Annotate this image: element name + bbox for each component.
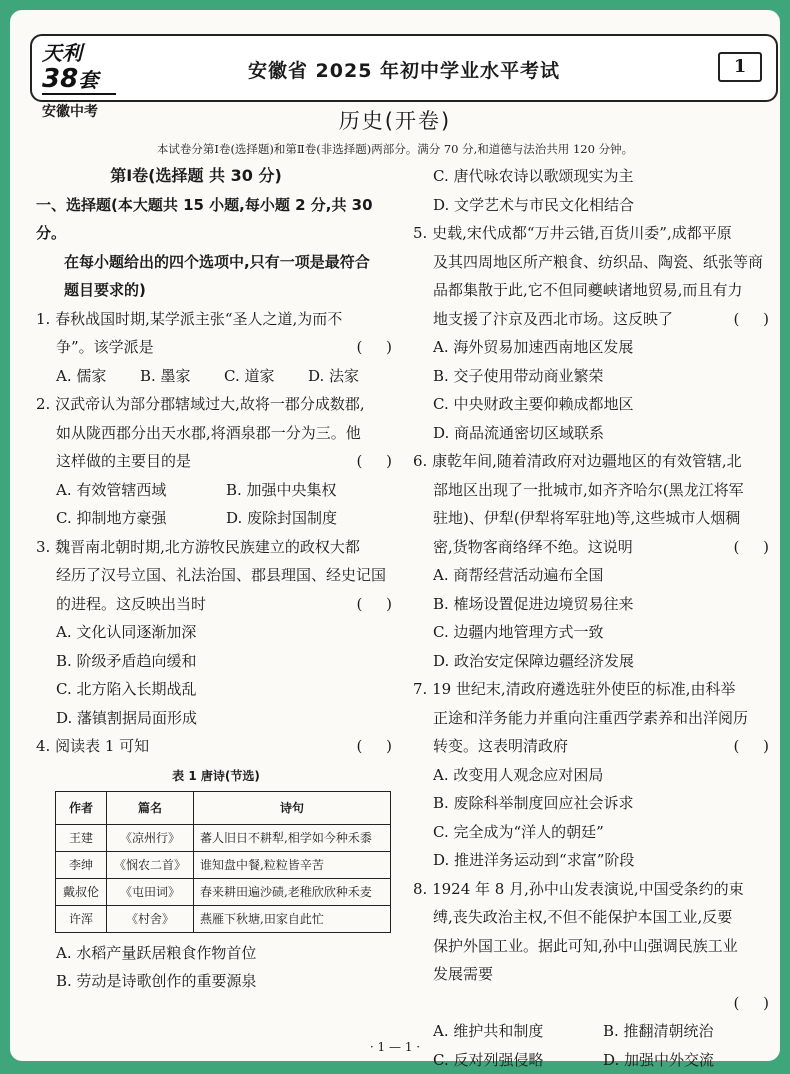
question-3	[36, 533, 396, 733]
option-b[interactable]: B. 阶级矛盾趋向缓和	[36, 647, 396, 676]
option-d[interactable]: D. 商品流通密切区域联系	[413, 419, 773, 448]
table-cell: 燕雁下秋塘,田家自此忙	[194, 905, 391, 932]
option-d[interactable]: D. 加强中外交流	[603, 1046, 773, 1074]
question-6-line2: 部地区出现了一批城市,如齐齐哈尔(黑龙江将军	[413, 476, 773, 505]
option-b[interactable]: B. 推翻清朝统治	[603, 1017, 773, 1046]
question-6-line4: 密,货物客商络绎不绝。这说明	[413, 533, 633, 562]
question-1-line2: 争”。该学派是	[36, 333, 154, 362]
table-row	[56, 851, 391, 878]
option-a[interactable]: A. 改变用人观念应对困局	[413, 761, 773, 790]
option-b[interactable]: B. 加强中央集权	[226, 476, 396, 505]
option-d[interactable]: D. 文学艺术与市民文化相结合	[413, 191, 773, 220]
option-b[interactable]: B. 墨家	[140, 362, 224, 391]
brand-logo-mark: 天利38套	[42, 40, 116, 95]
option-b[interactable]: B. 榷场设置促进边境贸易往来	[413, 590, 773, 619]
table-cell: 春来耕田遍沙碛,老稚欣欣种禾麦	[194, 878, 391, 905]
answer-paren[interactable]: ( )	[733, 989, 773, 1018]
option-d[interactable]: D. 藩镇割据局面形成	[36, 704, 396, 733]
table-row	[56, 878, 391, 905]
right-column	[413, 162, 773, 1074]
page-footer: · 1 — 1 ·	[0, 1040, 790, 1054]
poem-table	[55, 791, 391, 933]
question-2	[36, 390, 396, 533]
answer-paren[interactable]: ( )	[733, 533, 773, 562]
option-c[interactable]: C. 北方陷入长期战乱	[36, 675, 396, 704]
exam-intro: 本试卷分第Ⅰ卷(选择题)和第Ⅱ卷(非选择题)两部分。满分 70 分,和道德与法治共用 120 分钟。	[0, 141, 790, 157]
option-c[interactable]: C. 边疆内地管理方式一致	[413, 618, 773, 647]
question-3-line2: 经历了汉号立国、礼法治国、郡县理国、经史记国	[36, 561, 396, 590]
table-header: 作者	[56, 791, 107, 824]
table-cell: 谁知盘中餐,粒粒皆辛苦	[194, 851, 391, 878]
brand-subtitle: 安徽中考	[42, 101, 128, 121]
question-6-line1: 6. 康乾年间,随着清政府对边疆地区的有效管辖,北	[413, 447, 773, 476]
option-b[interactable]: B. 废除科举制度回应社会诉求	[413, 789, 773, 818]
question-7-line1: 7. 19 世纪末,清政府遴选驻外使臣的标准,由科举	[413, 675, 773, 704]
option-c[interactable]: C. 中央财政主要仰赖成都地区	[413, 390, 773, 419]
question-7-line2: 正途和洋务能力并重向注重西学素养和出洋阅历	[413, 704, 773, 733]
answer-paren[interactable]: ( )	[356, 590, 396, 619]
table-cell: 李绅	[56, 851, 107, 878]
option-a[interactable]: A. 有效管辖西域	[56, 476, 226, 505]
table-header-row	[56, 791, 391, 824]
option-c[interactable]: C. 完全成为“洋人的朝廷”	[413, 818, 773, 847]
subject-title: 历史(开卷)	[0, 105, 790, 135]
question-2-line3: 这样做的主要目的是	[36, 447, 191, 476]
table-cell: 王建	[56, 824, 107, 851]
answer-paren[interactable]: ( )	[733, 305, 773, 334]
option-c[interactable]: C. 反对列强侵略	[433, 1046, 603, 1074]
option-a[interactable]: A. 维护共和制度	[433, 1017, 603, 1046]
table-cell: 《悯农二首》	[107, 851, 194, 878]
option-c[interactable]: C. 抑制地方豪强	[56, 504, 226, 533]
exam-title: 安徽省 2025 年初中学业水平考试	[32, 56, 776, 83]
option-a[interactable]: A. 商帮经营活动遍布全国	[413, 561, 773, 590]
answer-paren[interactable]: ( )	[733, 732, 773, 761]
question-7	[413, 675, 773, 875]
question-2-line2: 如从陇西郡分出天水郡,将酒泉郡一分为三。他	[36, 419, 396, 448]
question-3-line1: 3. 魏晋南北朝时期,北方游牧民族建立的政权大都	[36, 533, 396, 562]
exam-header	[30, 34, 778, 102]
question-5-line3: 品都集散于此,它不但同夔峡诸地贸易,而且有力	[413, 276, 773, 305]
question-8-line3: 保护外国工业。据此可知,孙中山强调民族工业	[413, 932, 773, 961]
question-2-options-row1	[36, 476, 396, 505]
option-c[interactable]: C. 唐代咏农诗以歌颂现实为主	[413, 162, 773, 191]
option-d[interactable]: D. 推进洋务运动到“求富”阶段	[413, 846, 773, 875]
question-5-line1: 5. 史载,宋代成都“万井云错,百货川委”,成都平原	[413, 219, 773, 248]
table-cell: 许浑	[56, 905, 107, 932]
table-header: 诗句	[194, 791, 391, 824]
question-1-line1: 1. 春秋战国时期,某学派主张“圣人之道,为而不	[36, 305, 396, 334]
question-4-line1: 4. 阅读表 1 可知	[36, 732, 149, 761]
question-1-options	[36, 362, 396, 391]
section-title: 第Ⅰ卷(选择题 共 30 分)	[36, 162, 396, 191]
option-b[interactable]: B. 劳动是诗歌创作的重要源泉	[36, 967, 396, 996]
table-title: 表 1 唐诗(节选)	[36, 765, 396, 787]
option-a[interactable]: A. 文化认同逐渐加深	[36, 618, 396, 647]
question-7-line3: 转变。这表明清政府	[413, 732, 568, 761]
question-2-options-row2	[36, 504, 396, 533]
left-column	[36, 162, 396, 996]
option-b[interactable]: B. 交子使用带动商业繁荣	[413, 362, 773, 391]
table-cell: 《屯田词》	[107, 878, 194, 905]
table-header: 篇名	[107, 791, 194, 824]
option-d[interactable]: D. 废除封国制度	[226, 504, 396, 533]
option-c[interactable]: C. 道家	[224, 362, 308, 391]
answer-paren[interactable]: ( )	[356, 447, 396, 476]
answer-paren[interactable]: ( )	[356, 333, 396, 362]
table-row	[56, 905, 391, 932]
question-4	[36, 732, 396, 996]
option-a[interactable]: A. 海外贸易加速西南地区发展	[413, 333, 773, 362]
answer-paren[interactable]: ( )	[356, 732, 396, 761]
question-3-line3: 的进程。这反映出当时	[36, 590, 206, 619]
option-a[interactable]: A. 水稻产量跃居粮食作物首位	[36, 939, 396, 968]
table-cell: 《凉州行》	[107, 824, 194, 851]
question-2-line1: 2. 汉武帝认为部分郡辖域过大,故将一郡分成数郡,	[36, 390, 396, 419]
question-8-line1: 8. 1924 年 8 月,孙中山发表演说,中国受条约的束	[413, 875, 773, 904]
question-8-line2: 缚,丧失政治主权,不但不能保护本国工业,反要	[413, 903, 773, 932]
question-1	[36, 305, 396, 391]
part-instructions: 一、选择题(本大题共 15 小题,每小题 2 分,共 30 分。 在每小题给出的四个选项中,只有一项是最符合 题目要求的)	[36, 191, 396, 305]
question-6-line3: 驻地)、伊犁(伊犁将军驻地)等,这些城市人烟稠	[413, 504, 773, 533]
question-8-line4: 发展需要	[413, 960, 773, 989]
option-d[interactable]: D. 法家	[308, 362, 392, 391]
table-row	[56, 824, 391, 851]
option-d[interactable]: D. 政治安定保障边疆经济发展	[413, 647, 773, 676]
table-cell: 蕃人旧日不耕犁,相学如今种禾黍	[194, 824, 391, 851]
question-5	[413, 219, 773, 447]
page-number-box: 1	[718, 52, 762, 82]
question-6	[413, 447, 773, 675]
table-cell: 《村舍》	[107, 905, 194, 932]
table-cell: 戴叔伦	[56, 878, 107, 905]
question-5-line4: 地支援了汴京及西北市场。这反映了	[413, 305, 673, 334]
option-a[interactable]: A. 儒家	[56, 362, 140, 391]
question-5-line2: 及其四周地区所产粮食、纺织品、陶瓷、纸张等商	[413, 248, 773, 277]
